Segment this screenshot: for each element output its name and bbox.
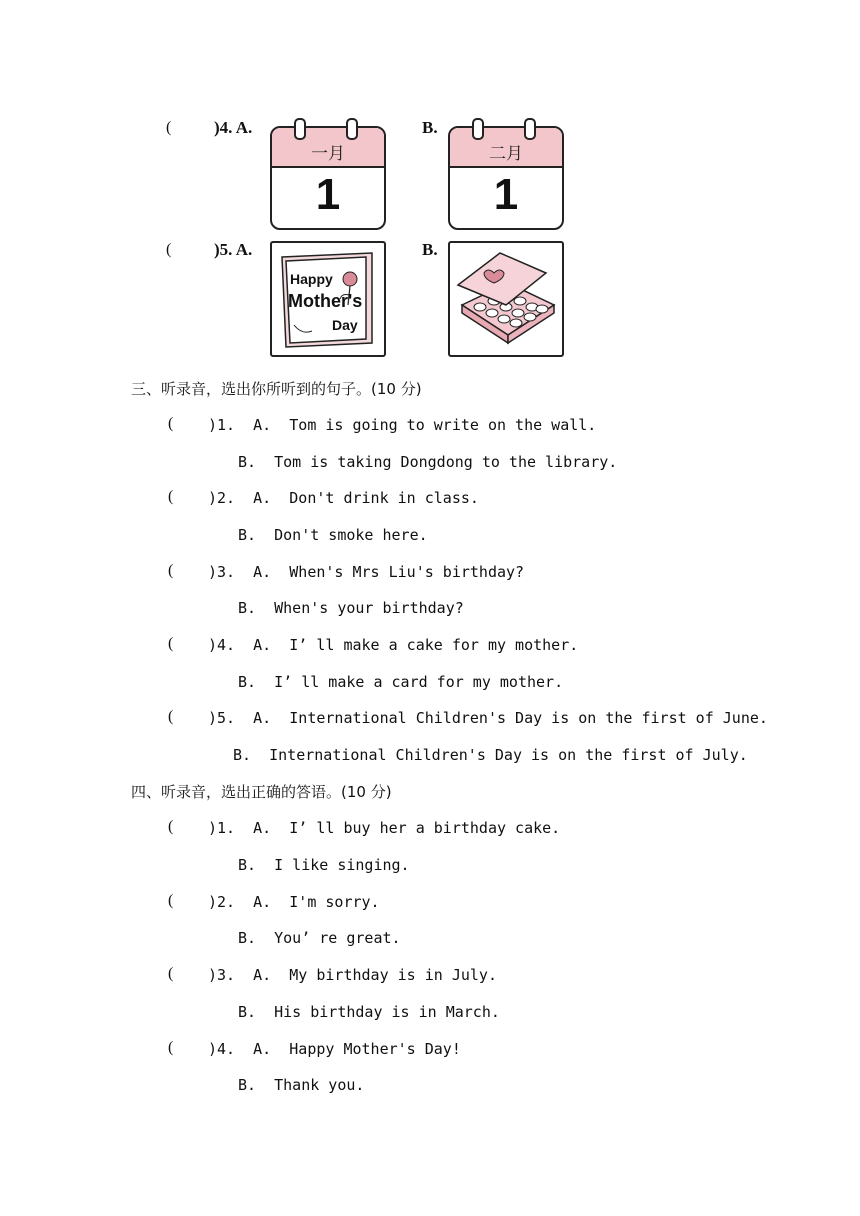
answer-paren[interactable]: ( bbox=[168, 708, 174, 725]
answer-paren[interactable]: ( bbox=[168, 892, 174, 909]
section-heading-part3: 三、听录音，选出你所听到的句子。(10 分) bbox=[131, 380, 422, 398]
calendar-february-picture[interactable] bbox=[448, 126, 564, 230]
option-b-text: B. Thank you. bbox=[238, 1076, 365, 1094]
option-b-label-p2-5: B. bbox=[422, 240, 438, 259]
option-b-label-p2-4: B. bbox=[422, 118, 438, 137]
card-text-line: Happy bbox=[290, 271, 333, 287]
answer-paren[interactable]: ( bbox=[168, 965, 174, 982]
question-number-p2-5: )5. A. bbox=[214, 240, 253, 259]
option-a-text: )1. A. Tom is going to write on the wall. bbox=[208, 416, 597, 434]
calendar-ring-icon bbox=[524, 118, 536, 140]
option-b-text: B. International Children's Day is on the first of July. bbox=[233, 746, 748, 764]
answer-paren-p2-4[interactable]: ( bbox=[166, 119, 172, 136]
calendar-january-picture[interactable] bbox=[270, 126, 386, 230]
card-text-line: Mother's bbox=[288, 291, 363, 311]
answer-paren[interactable]: ( bbox=[168, 818, 174, 835]
calendar-month-label: 一月 bbox=[311, 143, 345, 164]
chocolate-box-picture[interactable] bbox=[448, 241, 564, 357]
card-text-line: Day bbox=[332, 317, 358, 333]
option-b-text: B. Don't smoke here. bbox=[238, 526, 428, 544]
option-a-text: )2. A. Don't drink in class. bbox=[208, 489, 479, 507]
option-a-text: )2. A. I'm sorry. bbox=[208, 893, 380, 911]
answer-paren[interactable]: ( bbox=[168, 562, 174, 579]
option-b-text: B. I’ ll make a card for my mother. bbox=[238, 673, 564, 691]
answer-paren-p2-5[interactable]: ( bbox=[166, 241, 172, 258]
option-a-text: )1. A. I’ ll buy her a birthday cake. bbox=[208, 819, 561, 837]
calendar-ring-icon bbox=[472, 118, 484, 140]
answer-paren[interactable]: ( bbox=[168, 415, 174, 432]
answer-paren[interactable]: ( bbox=[168, 488, 174, 505]
option-a-text: )3. A. My birthday is in July. bbox=[208, 966, 497, 984]
option-b-text: B. When's your birthday? bbox=[238, 599, 464, 617]
option-b-text: B. You’ re great. bbox=[238, 929, 401, 947]
option-a-text: )5. A. International Children's Day is on the first of June. bbox=[208, 709, 768, 727]
calendar-ring-icon bbox=[294, 118, 306, 140]
option-b-text: B. Tom is taking Dongdong to the library. bbox=[238, 453, 618, 471]
chocolate-box-icon bbox=[450, 243, 562, 355]
answer-paren[interactable]: ( bbox=[168, 1039, 174, 1056]
option-b-text: B. His birthday is in March. bbox=[238, 1003, 500, 1021]
calendar-day-number: 1 bbox=[315, 170, 341, 219]
option-b-text: B. I like singing. bbox=[238, 856, 410, 874]
calendar-month-label: 二月 bbox=[489, 143, 523, 164]
option-a-text: )4. A. I’ ll make a cake for my mother. bbox=[208, 636, 579, 654]
calendar-day-number: 1 bbox=[493, 170, 519, 219]
section-heading-part4: 四、听录音，选出正确的答语。(10 分) bbox=[131, 783, 392, 801]
option-a-text: )3. A. When's Mrs Liu's birthday? bbox=[208, 563, 525, 581]
answer-paren[interactable]: ( bbox=[168, 635, 174, 652]
mothers-day-card-picture[interactable] bbox=[270, 241, 386, 357]
calendar-ring-icon bbox=[346, 118, 358, 140]
option-a-text: )4. A. Happy Mother's Day! bbox=[208, 1040, 461, 1058]
question-number-p2-4: )4. A. bbox=[214, 118, 253, 137]
